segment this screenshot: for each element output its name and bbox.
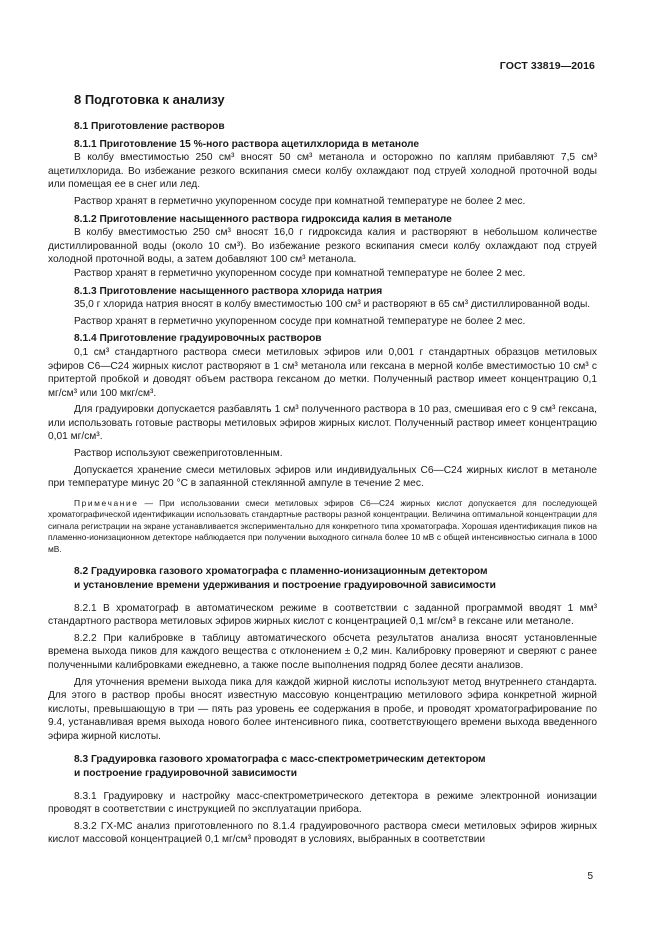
standard-number: ГОСТ 33819—2016 (499, 60, 595, 72)
note-text: — При использовании смеси метиловых эфиров С6—С24 жирных кислот допускается для последующей хроматографической идентификации использовать стандартные растворы разной концентрации. Величина оптимальной концентрации для сигнала регистрации на экране устанавливается экспериментально для конкретного типа хроматографа. Хорошая идентификация пиков на пламенно-ионизационном детекторе наблюдается при получении выходного сигнала более 10 мВ с общей интенсивностью сигнала в 1000 мВ. (48, 497, 597, 554)
subsection-8-2-title-line-2: и установление времени удерживания и построение градуировочной зависимости (74, 579, 496, 591)
paragraph: 35,0 г хлорида натрия вносят в колбу вместимостью 100 см³ и растворяют в 65 см³ дистиллированной воды. (74, 299, 591, 311)
paragraph: Для градуировки допускается разбавлять 1 см³ полученного раствора в 10 раз, смешивая его с 9 см³ гексана, или использовать готовые растворы метиловых эфиров жирных кислот. Полученный раствор имеет концентрацию 0,01 мг/см³. (48, 404, 597, 443)
paragraph: В колбу вместимостью 250 см³ вносят 50 см³ метанола и осторожно по каплям прибавляют 7,5 см³ ацетилхлорида. Во избежание резкого вскипания смеси колбу охлаждают под струей холодной проточной воды или помещая ее в снег или лед. (48, 152, 597, 191)
paragraph: Раствор хранят в герметично укупоренном сосуде при комнатной температуре не более 2 мес. (74, 315, 526, 327)
paragraph: В колбу вместимостью 250 см³ вносят 16,0 г гидроксида калия и растворяют в небольшом количестве дистиллированной воды (около 10 см³). Во избежание резкого вскипания смеси колбу охлаждают под струей холодной проточной воды, а затем добавляют 100 см³ метанола. (48, 227, 597, 266)
subsection-8-3-title (74, 753, 597, 780)
paragraph: Для уточнения времени выхода пика для каждой жирной кислоты используют метод внутреннего стандарта. Для этого в раствор пробы вносят известную массовую концентрацию метилового эфира конкретной жирной кислоты, превышающую в три — пять раз уровень ее содержания в пробе, и проводят хроматографирование по 9.4, устанавливая время выхода нового более интенсивного пика, соответствующего времени выхода введенного эфира жирной кислоты. (48, 676, 597, 742)
item-8-1-1-title: 8.1.1 Приготовление 15 %-ного раствора ацетилхлорида в метаноле (74, 138, 420, 150)
subsection-8-2-title-line-1: 8.2 Градуировка газового хроматографа с пламенно-ионизационным детектором (74, 566, 488, 578)
item-8-1-2-title: 8.1.2 Приготовление насыщенного раствора гидроксида калия в метаноле (74, 213, 452, 225)
item-8-1-3-title: 8.1.3 Приготовление насыщенного раствора хлорида натрия (74, 285, 383, 297)
paragraph: 8.3.1 Градуировку и настройку масс-спектрометрического детектора в режиме электронной ионизации проводят в соответствии с инструкцией по эксплуатации прибора. (48, 790, 597, 816)
paragraph: Раствор хранят в герметично укупоренном сосуде при комнатной температуре не более 2 мес. (74, 267, 526, 279)
subsection-8-3-title-line-2: и построение градуировочной зависимости (74, 768, 298, 780)
note-label: Примечание (74, 497, 139, 508)
page-number: 5 (587, 871, 593, 882)
item-8-1-4-title: 8.1.4 Приготовление градуировочных растворов (74, 333, 322, 345)
paragraph: 8.2.2 При калибровке в таблицу автоматического обсчета результатов анализа вносят установленные времена выхода пиков для каждого вещества с отклонением ± 0,2 мин. Калибровку проверяют и сверяют с ранее полученными калибровками ежедневно, а также после выполнения подряд более десяти анализов. (48, 632, 597, 671)
subsection-8-1-title: 8.1 Приготовление растворов (74, 121, 225, 132)
paragraph: 0,1 см³ стандартного раствора смеси метиловых эфиров или 0,001 г стандартных образцов метиловых эфиров С6—С24 жирных кислот растворяют в 1 см³ метанола или гексана в мерной колбе вместимостью 10 см³ с притертой пробкой и доводят объем раствора гексаном до метки. Полученный раствор имеет концентрацию 0,1 мг/см³ или 100 мкг/см³. (48, 346, 597, 399)
paragraph: Раствор хранят в герметично укупоренном сосуде при комнатной температуре не более 2 мес. (74, 195, 526, 207)
subsection-8-2-title (74, 565, 597, 592)
paragraph: Раствор используют свежеприготовленным. (74, 448, 283, 460)
paragraph: 8.3.2 ГХ-МС анализ приготовленного по 8.1.4 градуировочного раствора смеси метиловых эфиров жирных кислот массовой концентрацией 0,1 мг/см³ проводят в условиях, выбранных в соответствии (48, 820, 597, 846)
paragraph: Допускается хранение смеси метиловых эфиров или индивидуальных С6—С24 жирных кислот в метаноле при температуре минус 20 °С в запаянной стеклянной ампуле в течение 2 мес. (48, 464, 597, 490)
section-title: 8 Подготовка к анализу (74, 92, 225, 107)
subsection-8-3-title-line-1: 8.3 Градуировка газового хроматографа с масс-спектрометрическим детектором (74, 754, 486, 766)
paragraph: 8.2.1 В хроматограф в автоматическом режиме в соответствии с заданной программой вводят 1 мм³ стандартного раствора метиловых эфиров жирных кислот с концентрацией 0,1 мг/см³ в гексане или метаноле. (48, 602, 597, 628)
note (48, 498, 597, 556)
